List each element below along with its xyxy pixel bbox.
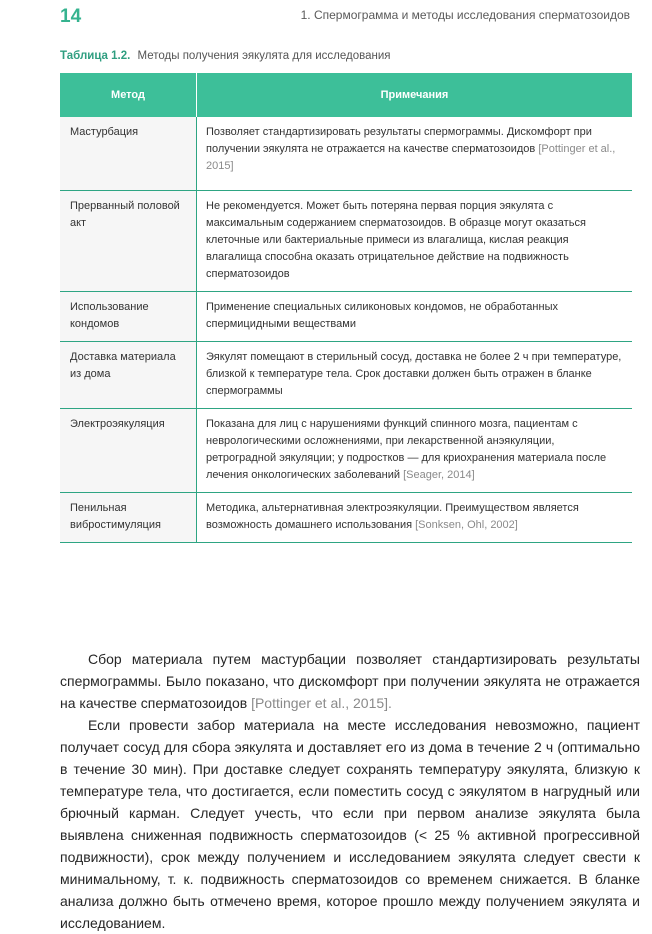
note-cell	[197, 292, 633, 342]
paragraph-text: Сбор материала путем мастурбации позволяет стандартизировать результаты спермограммы. Было показано, что дискомфорт при получении эякулята не отражается на качестве сперматозоидов	[60, 651, 640, 711]
note-cell	[197, 342, 633, 409]
table-row	[60, 292, 632, 342]
citation: [Sonksen, Ohl, 2002]	[415, 519, 518, 531]
methods-table	[60, 73, 632, 543]
citation: [Pottinger et al., 2015].	[251, 695, 392, 711]
table-row	[60, 409, 632, 493]
method-cell: Доставка материала из дома	[60, 342, 197, 409]
note-text: Не рекомендуется. Может быть потеряна первая порция эякулята с максимальным содержанием сперматозоидов. В образце могут оказаться клеточные или бактериальные примеси из влагалища, кислая реакция влагалища способна оказать отрицательное действие на подвижность сперматозоидов	[206, 200, 586, 280]
citation: [Seager, 2014]	[403, 469, 475, 481]
table-caption-text: Методы получения эякулята для исследования	[137, 50, 391, 62]
table-header-row	[60, 73, 632, 117]
paragraph: Если провести забор материала на месте исследования невозможно, пациент получает сосуд для сбора эякулята и доставляет его из дома в течение 2 ч (оптимально в течение 30 мин). При доставке следует сохранять температуру эякулята, близкую к температуре тела, что достигается, если поместить сосуд с эякулятом в нагрудный или брючный карман. Следует учесть, что если при первом анализе эякулята была выявлена сниженная подвижность сперматозоидов (< 25 % активной прогрессивной подвижности), срок между получением и исследованием эякулята следует свести к минимальному, т. к. подвижность сперматозоидов со временем снижается. В бланке анализа должно быть отмечено время, которое прошло между получением эякулята и исследованием.	[60, 717, 640, 931]
paragraph	[60, 648, 640, 714]
note-cell	[197, 493, 633, 543]
method-cell: Прерванный половой акт	[60, 191, 197, 292]
note-text: Применение специальных силиконовых кондомов, не обработанных спермицидными веществами	[206, 301, 558, 330]
citation: [Pottinger et al., 2015]	[206, 143, 616, 172]
note-text: Показана для лиц с нарушениями функций спинного мозга, пациентам с неврологическими осложнениями, при лекарственной анэякуляции, ретроградной эякуляции; у подростков — для криохранения материала после лечения онкологических заболеваний	[206, 418, 607, 481]
running-head: 1. Спермограмма и методы исследования сперматозоидов	[300, 8, 630, 22]
column-header-notes: Примечания	[197, 73, 633, 117]
method-cell: Электроэякуляция	[60, 409, 197, 493]
method-cell: Использование кондомов	[60, 292, 197, 342]
method-cell: Мастурбация	[60, 117, 197, 191]
method-cell: Пенильная вибростимуляция	[60, 493, 197, 543]
note-text: Методика, альтернативная электроэякуляции. Преимуществом является возможность домашнего использования	[206, 502, 579, 531]
page-number: 14	[60, 6, 82, 27]
note-cell	[197, 409, 633, 493]
body-text	[60, 648, 640, 934]
column-header-method: Метод	[60, 73, 197, 117]
note-cell	[197, 191, 633, 292]
table-row	[60, 117, 632, 191]
table-row	[60, 493, 632, 543]
table-row	[60, 342, 632, 409]
note-text: Позволяет стандартизировать результаты спермограммы. Дискомфорт при получении эякулята не отражается на качестве сперматозоидов	[206, 126, 592, 155]
note-text: Эякулят помещают в стерильный сосуд, доставка не более 2 ч при температуре, близкой к температуре тела. Срок доставки должен быть отражен в бланке спермограммы	[206, 351, 622, 397]
table-row	[60, 191, 632, 292]
note-cell	[197, 117, 633, 191]
table-caption-label: Таблица 1.2.	[60, 50, 131, 62]
table-caption	[60, 50, 391, 62]
